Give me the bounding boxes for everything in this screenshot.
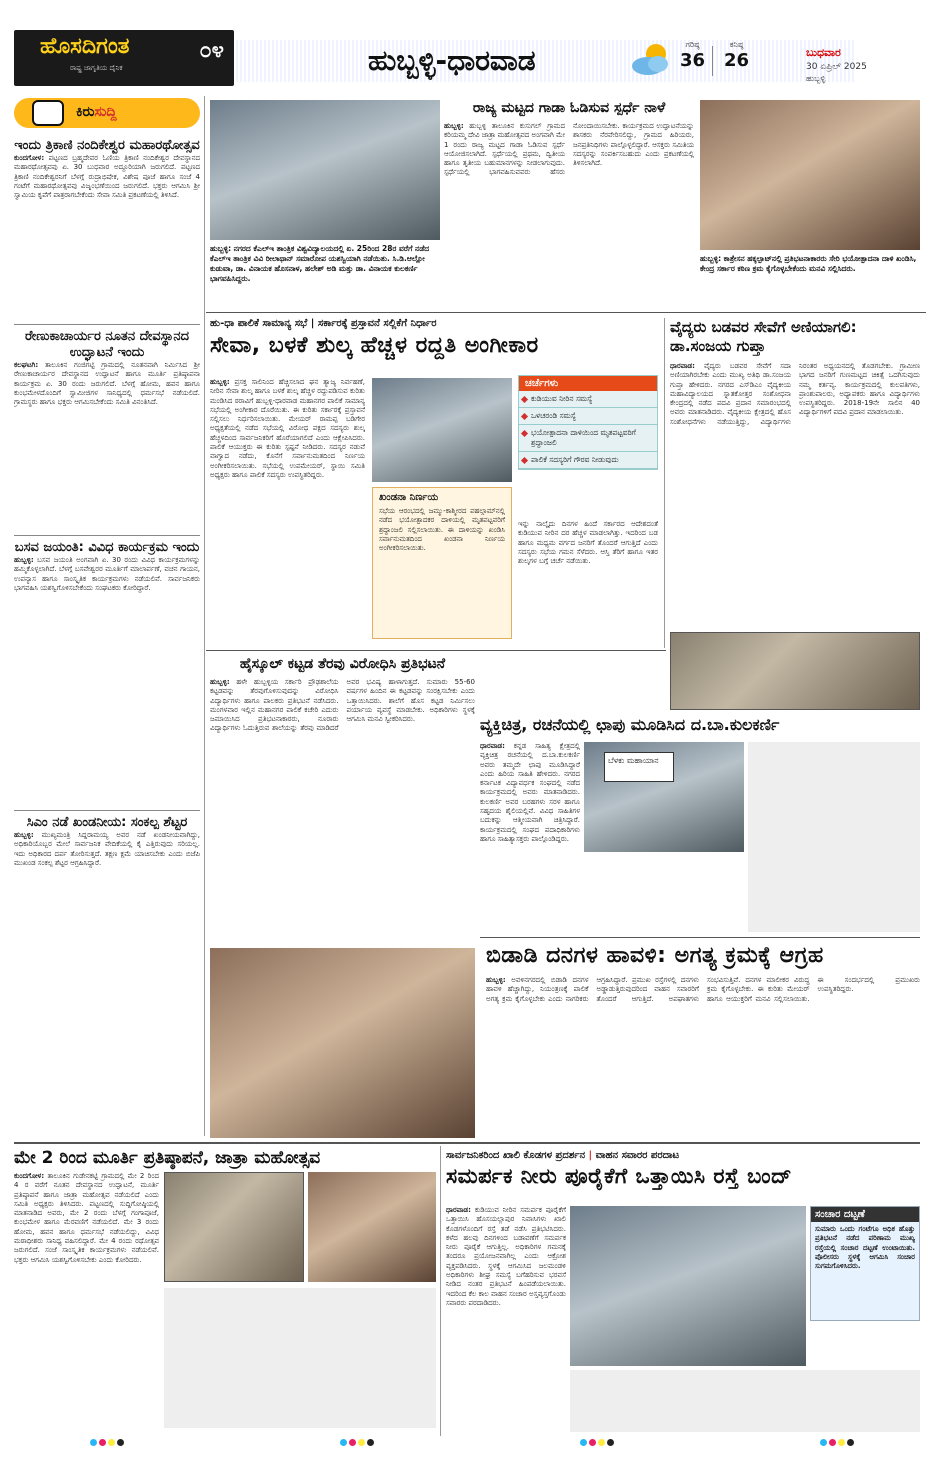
story-body: ಧಾರವಾಡ: ಕನ್ನಡ ಸಾಹಿತ್ಯ ಕ್ಷೇತ್ರದಲ್ಲಿ ವ್ಯಕ್ತಿಚಿತ್ರ ರಚನೆಯಲ್ಲಿ ದ.ಬಾ.ಕುಲಕರ್ಣಿ ಅವರು ತಮ್ಮದೇ ಛಾಪು ಮೂಡಿಸಿದ್ದಾರೆ ಎಂದು ಹಿರಿಯ ಸಾಹಿತಿ ಹೇಳಿದರು. ನಗರದ ಕರ್ನಾಟಕ ವಿದ್ಯಾವರ್ಧಕ ಸಂಘದಲ್ಲಿ ನಡೆದ ಕಾರ್ಯಕ್ರಮದಲ್ಲಿ ಅವರು ಮಾತನಾಡಿದರು. ಕುಲಕರ್ಣಿ ಅವರ ಬರಹಗಳು ಸರಳ ಹಾಗೂ ಸಹೃದಯ ಶೈಲಿಯಲ್ಲಿವೆ. ವಿವಿಧ ಸಾಹಿತಿಗಳ ಬದುಕನ್ನು ಆತ್ಮೀಯವಾಗಿ ಚಿತ್ರಿಸಿದ್ದಾರೆ. ಕಾರ್ಯಕ್ರಮದಲ್ಲಿ ಸಂಘದ ಪದಾಧಿಕಾರಿಗಳು ಹಾಗೂ ಸಾಹಿತ್ಯಾಸಕ್ತರು ಪಾಲ್ಗೊಂಡಿದ್ದರು. — [480, 742, 580, 843]
story-headline: ವೈದ್ಯರು ಬಡವರ ಸೇವೆಗೆ ಅಣಿಯಾಗಲಿ: ಡಾ.ಸಂಜಯ ಗುಪ್ತಾ — [670, 318, 857, 355]
photo-caption: ಹುಬ್ಬಳ್ಳಿ: ಕಾತ್ರೇಸನ ಹಕ್ಕಲ್ಪಾಟ್‌ನಲ್ಲಿ ಪ್ರತಿಭಟನಾಕಾರರು ಸೇರಿ ಭಯೋತ್ಪಾದನಾ ದಾಳಿ ಖಂಡಿಸಿ, ಕೇಂದ್ರ ಸರ್ಕಾರ ಕಠಿಣ ಕ್ರಮ ಕೈಗೊಳ್ಳಬೇಕೆಂದು ಮನವಿ ಸಲ್ಲಿಸಿದರು. — [700, 254, 917, 273]
story-body: ಧಾರವಾಡ: ವೈದ್ಯರು ಬಡವರ ಸೇವೆಗೆ ಸದಾ ಅಣಿಯಾಗಿರಬೇಕು ಎಂದು ಮುಖ್ಯ ಅತಿಥಿ ಡಾ.ಸಂಜಯ ಗುಪ್ತಾ ಹೇಳಿದರು. ನಗರದ ಎಸ್‌ಡಿಎಂ ವೈದ್ಯಕೀಯ ಮಹಾವಿದ್ಯಾಲಯದ ಸ್ನಾತಕೋತ್ತರ ಸಂಶೋಧನಾ ಕೇಂದ್ರದಲ್ಲಿ ನಡೆದ ಪದವಿ ಪ್ರದಾನ ಸಮಾರಂಭದಲ್ಲಿ ಅವರು ಮಾತನಾಡಿದರು. ವೈದ್ಯಕೀಯ ಕ್ಷೇತ್ರದಲ್ಲಿ ಹೊಸ ಸಂಶೋಧನೆಗಳು ನಡೆಯುತ್ತಿದ್ದು, ವಿದ್ಯಾರ್ಥಿಗಳು ನಿರಂತರ ಅಧ್ಯಯನದಲ್ಲಿ ತೊಡಗಬೇಕು. ಗ್ರಾಮೀಣ ಭಾಗದ ಜನರಿಗೆ ಗುಣಮಟ್ಟದ ಚಿಕಿತ್ಸೆ ಒದಗಿಸುವುದು ನಮ್ಮ ಕರ್ತವ್ಯ. ಕಾರ್ಯಕ್ರಮದಲ್ಲಿ ಕುಲಪತಿಗಳು, ಪ್ರಾಂಶುಪಾಲರು, ಅಧ್ಯಾಪಕರು ಹಾಗೂ ವಿದ್ಯಾರ್ಥಿಗಳು ಉಪಸ್ಥಿತರಿದ್ದರು. 2018-19ನೇ ಸಾಲಿನ 40 ವಿದ್ಯಾರ್ಥಿಗಳಿಗೆ ಪದವಿ ಪ್ರದಾನ ಮಾಡಲಾಯಿತು. — [670, 362, 920, 426]
water-story — [446, 1150, 920, 1189]
story-headline: ವ್ಯಕ್ತಿಚಿತ್ರ, ರಚನೆಯಲ್ಲಿ ಛಾಪು ಮೂಡಿಸಿದ ದ.ಬಾ.ಕುಲಕರ್ಣಿ — [480, 715, 780, 734]
brief-item — [14, 815, 200, 1071]
story-kicker: ಸಾರ್ವಜನಿಕರಿಂದ ಖಾಲಿ ಕೊಡಗಳ ಪ್ರದರ್ಶನ | ವಾಹನ ಸವಾರರ ಪರದಾಟ — [446, 1150, 680, 1161]
tagline: ರಾಷ್ಟ್ರ ಜಾಗೃತಿಯ ದೈನಿಕ — [70, 64, 123, 72]
kirusuddi-banner — [14, 98, 200, 128]
story-headline: ರಾಜ್ಯ ಮಟ್ಟದ ಗಾಡಾ ಓಡಿಸುವ ಸ್ಪರ್ಧೆ ನಾಳೆ — [472, 100, 666, 116]
story-headline: ಸೇವಾ, ಬಳಕೆ ಶುಲ್ಕ ಹೆಚ್ಚಳ ರದ್ದತಿ ಅಂಗೀಕಾರ — [210, 333, 539, 358]
divider — [206, 650, 666, 651]
story-headline: ಬಿಡಾಡಿ ದನಗಳ ಹಾವಳಿ: ಅಗತ್ಯ ಕ್ರಮಕ್ಕೆ ಆಗ್ರಹ — [486, 943, 824, 968]
khandana-title: ಖಂಡನಾ ನಿರ್ಣಯ — [379, 492, 439, 503]
kulkarni-story — [480, 715, 920, 735]
photo-press-meet — [164, 1172, 304, 1282]
charch-box — [518, 375, 658, 470]
masthead — [14, 30, 234, 86]
charch-item: ಭಯೋತ್ಪಾದನಾ ದಾಳಿಯಿಂದ ಮೃತಪಟ್ಟವರಿಗೆ ಶ್ರದ್ಧಾಂಜಲಿ — [519, 425, 657, 452]
divider — [712, 46, 713, 76]
story-body: ಹುಬ್ಬಳ್ಳಿ: ಪ್ರಸಕ್ತ ಸಾಲಿನಿಂದ ಹೆಚ್ಚಿಸಲಾದ ಘನ ತ್ಯಾಜ್ಯ ನಿರ್ವಹಣೆ, ನೀರಿನ ಸೇವಾ ಶುಲ್ಕ ಹಾಗೂ ಬಳಕೆ ಶುಲ್ಕ ಹೆಚ್ಚಳ ರದ್ದುಪಡಿಸುವ ಕುರಿತು ಮಂಡಿಸಿದ ಠರಾವಿಗೆ ಹುಬ್ಬಳ್ಳಿ-ಧಾರವಾಡ ಮಹಾನಗರ ಪಾಲಿಕೆ ಸಾಮಾನ್ಯ ಸಭೆಯಲ್ಲಿ ಅಂಗೀಕಾರ ದೊರೆಯಿತು. ಈ ಕುರಿತು ಸರ್ಕಾರಕ್ಕೆ ಪ್ರಸ್ತಾವನೆ ಸಲ್ಲಿಸಲು ನಿರ್ಧರಿಸಲಾಯಿತು. ಮೇಯರ್ ರಾಮಪ್ಪ ಬಡಿಗೇರ ಅಧ್ಯಕ್ಷತೆಯಲ್ಲಿ ನಡೆದ ಸಭೆಯಲ್ಲಿ ವಿರೋಧ ಪಕ್ಷದ ಸದಸ್ಯರು ಶುಲ್ಕ ಹೆಚ್ಚಳದಿಂದ ಸಾರ್ವಜನಿಕರಿಗೆ ಹೊರೆಯಾಗಲಿದೆ ಎಂದು ಆಕ್ಷೇಪಿಸಿದರು. ಪಾಲಿಕೆ ಆಯುಕ್ತರು ಈ ಕುರಿತು ಸ್ಪಷ್ಟನೆ ನೀಡಿದರು. ಸದಸ್ಯರ ನಡುವೆ ವಾಗ್ವಾದ ನಡೆದು, ಕೊನೆಗೆ ಸರ್ವಾನುಮತದಿಂದ ನಿರ್ಣಯ ಅಂಗೀಕರಿಸಲಾಯಿತು. ಸಭೆಯಲ್ಲಿ ಉಪಮೇಯರ್, ಸ್ಥಾಯಿ ಸಮಿತಿ ಅಧ್ಯಕ್ಷರು ಹಾಗೂ ಪಾಲಿಕೆ ಸದಸ್ಯರು ಉಪಸ್ಥಿತರಿದ್ದರು. — [210, 378, 365, 479]
photo-literary-event — [584, 742, 744, 852]
brief-body: ಹುಬ್ಬಳ್ಳಿ: ಬಸವ ಜಯಂತಿ ಅಂಗವಾಗಿ ಏ. 30 ರಂದು ವಿವಿಧ ಕಾರ್ಯಕ್ರಮಗಳನ್ನು ಹಮ್ಮಿಕೊಳ್ಳಲಾಗಿದೆ. ಬೆಳಗ್ಗೆ ಬಸವೇಶ್ವರರ ಮೂರ್ತಿಗೆ ಮಾಲಾರ್ಪಣೆ, ವಚನ ಗಾಯನ, ಉಪನ್ಯಾಸ ಹಾಗೂ ಸಾಂಸ್ಕೃತಿಕ ಕಾರ್ಯಕ್ರಮಗಳು ನಡೆಯಲಿವೆ. ಸಾರ್ವಜನಿಕರು ಭಾಗವಹಿಸಿ ಯಶಸ್ವಿಗೊಳಿಸಬೇಕೆಂದು ಸಂಘಟಕರು ಕೋರಿದ್ದಾರೆ. — [14, 556, 200, 592]
water-text-block — [570, 1370, 920, 1432]
header-stripe — [236, 40, 856, 82]
print-registration-marks — [820, 1438, 856, 1449]
photo-road-block — [570, 1206, 806, 1366]
council-story — [210, 318, 660, 358]
hand-icon — [32, 100, 64, 126]
column-rule — [440, 1146, 441, 1436]
story-body-continued: ಇನ್ನು ನಾಲ್ಕೈದು ದಿನಗಳ ಹಿಂದೆ ಸರ್ಕಾರದ ಆದೇಶದಂತೆ ಕುಡಿಯುವ ನೀರಿನ ದರ ಹೆಚ್ಚಳ ಮಾಡಲಾಗಿತ್ತು. ಇದರಿಂದ ಬಡ ಹಾಗೂ ಮಧ್ಯಮ ವರ್ಗದ ಜನರಿಗೆ ತೊಂದರೆ ಆಗುತ್ತಿದೆ ಎಂದು ಸದಸ್ಯರು ಸಭೆಯ ಗಮನ ಸೆಳೆದರು. ಆಸ್ತಿ ತೆರಿಗೆ ಹಾಗೂ ಇತರ ಶುಲ್ಕಗಳ ಬಗ್ಗೆ ಚರ್ಚೆ ನಡೆಯಿತು. — [518, 520, 658, 566]
photo-invitation — [308, 1172, 436, 1282]
story-body: ಹುಬ್ಬಳ್ಳಿ: ಅವಳಿನಗರದಲ್ಲಿ ಬಿಡಾಡಿ ದನಗಳ ಹಾವಳಿ ಹೆಚ್ಚಾಗಿದ್ದು, ನಿಯಂತ್ರಣಕ್ಕೆ ಪಾಲಿಕೆ ಅಗತ್ಯ ಕ್ರಮ ಕೈಗೊಳ್ಳಬೇಕು ಎಂದು ನಾಗರಿಕರು ಆಗ್ರಹಿಸಿದ್ದಾರೆ. ಪ್ರಮುಖ ರಸ್ತೆಗಳಲ್ಲಿ ದನಗಳು ಅಡ್ಡಾಡುತ್ತಿರುವುದರಿಂದ ವಾಹನ ಸವಾರರಿಗೆ ತೊಂದರೆ ಆಗುತ್ತಿದೆ. ಅಪಘಾತಗಳು ಸಂಭವಿಸುತ್ತಿವೆ. ದನಗಳ ಮಾಲೀಕರ ವಿರುದ್ಧ ಕ್ರಮ ಕೈಗೊಳ್ಳಬೇಕು. ಈ ಕುರಿತು ಮೇಯರ್ ಹಾಗೂ ಆಯುಕ್ತರಿಗೆ ಮನವಿ ಸಲ್ಲಿಸಲಾಯಿತು. ಈ ಸಂದರ್ಭದಲ್ಲಿ ಪ್ರಮುಖರು ಉಪಸ್ಥಿತರಿದ್ದರು. — [486, 976, 920, 1003]
story-body: ಹುಬ್ಬಳ್ಳಿ: ಹಳೇ ಹುಬ್ಬಳ್ಳಿಯ ಸರ್ಕಾರಿ ಪ್ರೌಢಶಾಲೆಯ ಕಟ್ಟಡವನ್ನು ತೆರವುಗೊಳಿಸುವುದನ್ನು ವಿರೋಧಿಸಿ ವಿದ್ಯಾರ್ಥಿಗಳು ಹಾಗೂ ಪಾಲಕರು ಪ್ರತಿಭಟನೆ ನಡೆಸಿದರು. ಮಂಗಳವಾರ ಇಲ್ಲಿನ ಮಹಾನಗರ ಪಾಲಿಕೆ ಕಚೇರಿ ಎದುರು ಜಮಾಯಿಸಿದ ಪ್ರತಿಭಟನಾಕಾರರು, ನೂರಾರು ವಿದ್ಯಾರ್ಥಿಗಳು ಓದುತ್ತಿರುವ ಶಾಲೆಯನ್ನು ತೆರವು ಮಾಡಿದರೆ ಅವರ ಭವಿಷ್ಯ ಹಾಳಾಗುತ್ತದೆ. ಸುಮಾರು 55-60 ವರ್ಷಗಳ ಹಿಂದಿನ ಈ ಕಟ್ಟಡವನ್ನು ಸಂರಕ್ಷಿಸಬೇಕು ಎಂದು ಒತ್ತಾಯಿಸಿದರು. ಶಾಲೆಗೆ ಹೊಸ ಕಟ್ಟಡ ನಿರ್ಮಿಸಲು ಪರ್ಯಾಯ ವ್ಯವಸ್ಥೆ ಮಾಡಬೇಕು. ಅಧಿಕಾರಿಗಳು ಸ್ಥಳಕ್ಕೆ ಆಗಮಿಸಿ ಮನವಿ ಸ್ವೀಕರಿಸಿದರು. — [210, 678, 475, 733]
page-number: ೦೪ — [199, 38, 224, 63]
story-headline: ಸಮರ್ಪಕ ನೀರು ಪೂರೈಕೆಗೆ ಒತ್ತಾಯಿಸಿ ರಸ್ತೆ ಬಂದ್ — [446, 1164, 792, 1188]
photo-kle-event — [210, 100, 440, 240]
photo-graduation — [670, 632, 920, 710]
photo-protest — [700, 100, 920, 250]
date-block: ಬುಧವಾರ 30 ಏಪ್ರಿಲ್ 2025 ಹುಬ್ಬಳ್ಳಿ — [806, 46, 867, 83]
charch-item: ಒಳಚರಂಡಿ ಸಮಸ್ಯೆ — [519, 408, 657, 425]
partly-cloudy-icon — [628, 40, 674, 78]
story-body: ಹುಬ್ಬಳ್ಳಿ: ಹುಬ್ಬಳ್ಳಿ ತಾಲೂಕಿನ ಕುಸುಗಲ್ ಗ್ರಾಮದ ಕರಿಯಮ್ಮ ದೇವಿ ಜಾತ್ರಾ ಮಹೋತ್ಸವದ ಅಂಗವಾಗಿ ಮೇ 1 ರಂದು ರಾಜ್ಯ ಮಟ್ಟದ ಗಾಡಾ ಓಡಿಸುವ ಸ್ಪರ್ಧೆ ಆಯೋಜಿಸಲಾಗಿದೆ. ಸ್ಪರ್ಧೆಯಲ್ಲಿ ಪ್ರಥಮ, ದ್ವಿತೀಯ ಹಾಗೂ ತೃತೀಯ ಬಹುಮಾನಗಳನ್ನು ನೀಡಲಾಗುವುದು. ಸ್ಪರ್ಧೆಯಲ್ಲಿ ಭಾಗವಹಿಸುವವರು ಹೆಸರು ನೋಂದಾಯಿಸಬೇಕು. ಕಾರ್ಯಕ್ರಮದ ಉದ್ಘಾಟನೆಯನ್ನು ಶಾಸಕರು ನೆರವೇರಿಸಲಿದ್ದು, ಗ್ರಾಮದ ಹಿರಿಯರು, ಜನಪ್ರತಿನಿಧಿಗಳು ಪಾಲ್ಗೊಳ್ಳಲಿದ್ದಾರೆ. ಆಸಕ್ತರು ಸಮಿತಿಯ ಸದಸ್ಯರನ್ನು ಸಂಪರ್ಕಿಸಬಹುದು ಎಂದು ಪ್ರಕಟಣೆಯಲ್ಲಿ ತಿಳಿಸಲಾಗಿದೆ. — [444, 122, 694, 177]
min-temp: 26 — [724, 50, 750, 71]
photo-school-protest — [210, 948, 475, 1138]
brief-item — [14, 540, 200, 806]
doctors-story — [670, 318, 920, 624]
brief-title: ಸಿಎಂ ನಡೆ ಖಂಡನೀಯ: ಸಂಕಲ್ಪ ಶೆಟ್ಟರ — [26, 815, 188, 830]
khandana-body: ಸಭೆಯ ಆರಂಭದಲ್ಲಿ ಜಮ್ಮು-ಕಾಶ್ಮೀರದ ಪಹಲ್ಗಾಮ್‌ನಲ್ಲಿ ನಡೆದ ಭಯೋತ್ಪಾದಕರ ದಾಳಿಯಲ್ಲಿ ಮೃತಪಟ್ಟವರಿಗೆ ಶ್ರದ್ಧಾಂಜಲಿ ಸಲ್ಲಿಸಲಾಯಿತು. ಈ ದಾಳಿಯನ್ನು ಖಂಡಿಸಿ ಸರ್ವಾನುಮತದಿಂದ ಖಂಡನಾ ನಿರ್ಣಯ ಅಂಗೀಕರಿಸಲಾಯಿತು. — [379, 507, 505, 553]
charch-title: ಚರ್ಚೆಗಳು — [519, 376, 657, 391]
brief-body: ಕಲಘಟಗಿ: ತಾಲೂಕಿನ ಗಂಜಿಗಟ್ಟಿ ಗ್ರಾಮದಲ್ಲಿ ನೂತನವಾಗಿ ನಿರ್ಮಿಸಿದ ಶ್ರೀ ರೇಣುಕಾಚಾರ್ಯರ ದೇವಸ್ಥಾನದ ಉದ್ಘಾಟನೆ ಹಾಗೂ ಮೂರ್ತಿ ಪ್ರತಿಷ್ಠಾಪನಾ ಕಾರ್ಯಕ್ರಮ ಏ. 30 ರಂದು ಜರುಗಲಿದೆ. ಬೆಳಗ್ಗೆ ಹೋಮ, ಹವನ ಹಾಗೂ ಕುಂಭಮೇಳದೊಂದಿಗೆ ಸ್ವಾಮೀಜಿಗಳ ಸಾನಿಧ್ಯದಲ್ಲಿ ಧರ್ಮಸಭೆ ನಡೆಯಲಿದೆ. ಗ್ರಾಮಸ್ಥರು ಹಾಗೂ ಭಕ್ತರು ಆಗಮಿಸಬೇಕೆಂದು ಸಮಿತಿ ವಿನಂತಿಸಿದೆ. — [14, 361, 200, 407]
charch-item: ಪಾಲಿಕೆ ಸದಸ್ಯರಿಗೆ ಗೌರವ ನೀಡುವುದು — [519, 452, 657, 469]
divider — [206, 312, 926, 313]
khandana-box — [372, 487, 512, 639]
book-cover: ಬೆಳಕು ಮಹಾಯಾನ — [604, 752, 674, 782]
gaada-story — [444, 100, 694, 308]
print-registration-marks — [580, 1438, 616, 1449]
sanchar-box — [810, 1206, 920, 1321]
column-rule — [204, 96, 205, 1136]
brief-title: ಬಸವ ಜಯಂತಿ: ವಿವಿಧ ಕಾರ್ಯಕ್ರಮ ಇಂದು — [14, 540, 200, 555]
story-body: ಕುಂದಗೋಳ: ತಾಲೂಕಿನ ಗುಡೇನಕಟ್ಟಿ ಗ್ರಾಮದಲ್ಲಿ ಮೇ 2 ರಿಂದ 4 ರ ವರೆಗೆ ನೂತನ ದೇವಸ್ಥಾನದ ಉದ್ಘಾಟನೆ, ಮೂರ್ತಿ ಪ್ರತಿಷ್ಠಾಪನೆ ಹಾಗೂ ಜಾತ್ರಾ ಮಹೋತ್ಸವ ನಡೆಯಲಿದೆ ಎಂದು ಸಮಿತಿ ಅಧ್ಯಕ್ಷರು ತಿಳಿಸಿದರು. ಪಟ್ಟಣದಲ್ಲಿ ಸುದ್ದಿಗೋಷ್ಠಿಯಲ್ಲಿ ಮಾತನಾಡಿದ ಅವರು, ಮೇ 2 ರಂದು ಬೆಳಗ್ಗೆ ಗಂಗಾಪೂಜೆ, ಕುಂಭಮೇಳ ಹಾಗೂ ಮೆರವಣಿಗೆ ನಡೆಯಲಿದೆ. ಮೇ 3 ರಂದು ಹೋಮ, ಹವನ ಹಾಗೂ ಧರ್ಮಸಭೆ ನಡೆಯಲಿದ್ದು, ವಿವಿಧ ಮಠಾಧೀಶರು ಸಾನಿಧ್ಯ ವಹಿಸಲಿದ್ದಾರೆ. ಮೇ 4 ರಂದು ರಥೋತ್ಸವ ಜರುಗಲಿದೆ. ಸಂಜೆ ಸಾಂಸ್ಕೃತಿಕ ಕಾರ್ಯಕ್ರಮಗಳು ನಡೆಯಲಿವೆ. ಭಕ್ತರು ಆಗಮಿಸಿ ಯಶಸ್ವಿಗೊಳಿಸಬೇಕು ಎಂದು ಕೋರಿದರು. — [14, 1172, 159, 1264]
story-body: ಧಾರವಾಡ: ಕುಡಿಯುವ ನೀರಿನ ಸಮರ್ಪಕ ಪೂರೈಕೆಗೆ ಒತ್ತಾಯಿಸಿ ಹೊಸಯಲ್ಲಾಪುರ ನಿವಾಸಿಗಳು ಖಾಲಿ ಕೊಡಗಳೊಂದಿಗೆ ರಸ್ತೆ ತಡೆ ನಡೆಸಿ ಪ್ರತಿಭಟಿಸಿದರು. ಕಳೆದ ಹಲವು ದಿನಗಳಿಂದ ಬಡಾವಣೆಗೆ ಸಮರ್ಪಕ ನೀರು ಪೂರೈಕೆ ಆಗುತ್ತಿಲ್ಲ. ಅಧಿಕಾರಿಗಳ ಗಮನಕ್ಕೆ ತಂದರೂ ಪ್ರಯೋಜನವಾಗಿಲ್ಲ ಎಂದು ಆಕ್ರೋಶ ವ್ಯಕ್ತಪಡಿಸಿದರು. ಸ್ಥಳಕ್ಕೆ ಆಗಮಿಸಿದ ಜಲಮಂಡಳಿ ಅಧಿಕಾರಿಗಳು ಶೀಘ್ರ ಸಮಸ್ಯೆ ಬಗೆಹರಿಸುವ ಭರವಸೆ ನೀಡಿದ ನಂತರ ಪ್ರತಿಭಟನೆ ಹಿಂಪಡೆಯಲಾಯಿತು. ಇದರಿಂದ ಕೆಲ ಕಾಲ ವಾಹನ ಸಂಚಾರ ಅಸ್ತವ್ಯಸ್ತಗೊಂಡು ಸವಾರರು ಪರದಾಡಿದರು. — [446, 1206, 566, 1307]
kulkarni-side-column — [748, 742, 920, 932]
brief-body: ಹುಬ್ಬಳ್ಳಿ: ಮುಖ್ಯಮಂತ್ರಿ ಸಿದ್ದರಾಮಯ್ಯ ಅವರ ನಡೆ ಖಂಡನೀಯವಾಗಿದ್ದು, ಅಧಿಕಾರಿಯೊಬ್ಬರ ಮೇಲೆ ಸಾರ್ವಜನಿಕ ವೇದಿಕೆಯಲ್ಲಿ ಕೈ ಎತ್ತಿರುವುದು ಸರಿಯಲ್ಲ. ಇದು ಅಧಿಕಾರದ ದರ್ಪ ತೋರಿಸುತ್ತದೆ. ತಕ್ಷಣ ಕ್ಷಮೆ ಯಾಚಿಸಬೇಕು ಎಂದು ಬಿಜೆಪಿ ಮುಖಂಡ ಸಂಕಲ್ಪ ಶೆಟ್ಟರ ಆಗ್ರಹಿಸಿದ್ದಾರೆ. — [14, 831, 200, 867]
brief-list — [14, 138, 200, 1071]
min-temp-block: ಕನಿಷ್ಠ 26 — [724, 40, 750, 71]
divider — [14, 810, 200, 811]
brief-title: ರೇಣುಕಾಚಾರ್ಯರ ನೂತನ ದೇವಸ್ಥಾನದ ಉದ್ಘಾಟನೆ ಇಂದು — [24, 329, 190, 360]
brief-title: ಇಂದು ತ್ರಿಕಾಣಿ ನಂದಿಕೇಶ್ವರ ಮಹಾರಥೋತ್ಸವ — [14, 138, 200, 153]
jatra-story — [14, 1148, 434, 1168]
highschool-story — [210, 656, 475, 940]
photo-council-meeting — [372, 378, 512, 482]
divider — [14, 1142, 920, 1144]
kirusuddi-label: ಕಿರುಸುದ್ದಿ — [76, 104, 117, 120]
jatra-text-block — [164, 1288, 436, 1428]
charch-item: ಕುಡಿಯುವ ನೀರಿನ ಸಮಸ್ಯೆ — [519, 391, 657, 408]
brief-item — [14, 138, 200, 320]
page-header — [0, 0, 945, 92]
max-temp-block: ಗರಿಷ್ಠ 36 — [680, 40, 706, 71]
newspaper-logo: ಹೊಸದಿಗಂತ — [40, 34, 130, 59]
story-kicker: ಹು-ಧಾ ಪಾಲಿಕೆ ಸಾಮಾನ್ಯ ಸಭೆ | ಸರ್ಕಾರಕ್ಕೆ ಪ್ರಸ್ತಾವನೆ ಸಲ್ಲಿಕೆಗೆ ನಿರ್ಧಾರ — [210, 318, 437, 329]
brief-item — [14, 329, 200, 531]
column-rule — [664, 318, 665, 648]
brief-body: ಕುಂದಗೋಳ: ಪಟ್ಟಣದ ಬ್ರಹ್ಮದೇವರ ಓಣಿಯ ತ್ರಿಕಾಣಿ ನಂದಿಕೇಶ್ವರ ದೇವಸ್ಥಾನದ ಮಹಾರಥೋತ್ಸವವು ಏ. 30 ಬುಧವಾರ ಅದ್ದೂರಿಯಾಗಿ ಜರುಗಲಿದೆ. ಪಟ್ಟಣದ ತ್ರಿಕಾಣಿ ನಂದಿಕೇಶ್ವರನಿಗೆ ಬೆಳಗ್ಗೆ ರುದ್ರಾಭಿಷೇಕ, ವಿಶೇಷ ಪೂಜೆ ಹಾಗೂ ಸಂಜೆ 4 ಗಂಟೆಗೆ ಮಹಾರಥೋತ್ಸವವು ವಿಜೃಂಭಣೆಯಿಂದ ಜರುಗಲಿದೆ. ಭಕ್ತರು ಆಗಮಿಸಿ ಶ್ರೀ ಸ್ವಾಮಿಯ ಕೃಪೆಗೆ ಪಾತ್ರರಾಗಬೇಕೆಂದು ಸೇವಾ ಸಮಿತಿ ಪ್ರಕಟಣೆಯಲ್ಲಿ ತಿಳಿಸಿದೆ. — [14, 154, 200, 200]
divider — [480, 937, 920, 938]
max-temp: 36 — [680, 50, 706, 71]
print-registration-marks — [340, 1438, 376, 1449]
photo-caption: ಹುಬ್ಬಳ್ಳಿ: ನಗರದ ಕೆಎಲ್‌ಇ ತಾಂತ್ರಿಕ ವಿಶ್ವವಿದ್ಯಾಲಯದಲ್ಲಿ ಏ. 25ರಿಂದ 28ರ ವರೆಗೆ ನಡೆದ ಕೆಎಲ್‌ಇ ತಾಂತ್ರಿಕ ವಿವಿ ರೀಲಾಥಾನ್ ಸಮಾರೋಪ ಯಶಸ್ವಿಯಾಗಿ ನಡೆಯಿತು. ಸಿ.ಡಿ.ಆಲ್ಲೋ ಕುಡುವಾ, ಡಾ. ವಿನಾಯಕ ಹೊಸನಾಳ, ಹಲೇಶ್ ಅಡಿ ಮತ್ತು ಡಾ. ವಿನಾಯಕ ಕುಲಕರ್ಣಿ ಭಾಗವಹಿಸಿದ್ದರು. — [210, 244, 430, 283]
story-headline: ಮೇ 2 ರಿಂದ ಮೂರ್ತಿ ಪ್ರತಿಷ್ಠಾಪನೆ, ಜಾತ್ರಾ ಮಹೋತ್ಸವ — [14, 1148, 321, 1168]
story-headline: ಹೈಸ್ಕೂಲ್ ಕಟ್ಟಡ ತೆರವು ವಿರೋಧಿಸಿ ಪ್ರತಿಭಟನೆ — [239, 656, 446, 672]
page-title: ಹುಬ್ಬಳ್ಳಿ-ಧಾರವಾಡ — [368, 44, 536, 77]
sanchar-body: ಸುಮಾರು ಒಂದು ಗಂಟೆಗೂ ಅಧಿಕ ಹೊತ್ತು ಪ್ರತಿಭಟನೆ ನಡೆದ ಪರಿಣಾಮ ಮುಖ್ಯ ರಸ್ತೆಯಲ್ಲಿ ಸಂಚಾರ ದಟ್ಟಣೆ ಉಂಟಾಯಿತು. ಪೊಲೀಸರು ಸ್ಥಳಕ್ಕೆ ಆಗಮಿಸಿ ಸಂಚಾರ ಸುಗಮಗೊಳಿಸಿದರು. — [815, 1225, 915, 1271]
divider — [14, 535, 200, 536]
sanchar-title: ಸಂಚಾರ ದಟ್ಟಣೆ — [811, 1207, 919, 1222]
divider — [14, 324, 200, 325]
print-registration-marks — [90, 1438, 126, 1449]
